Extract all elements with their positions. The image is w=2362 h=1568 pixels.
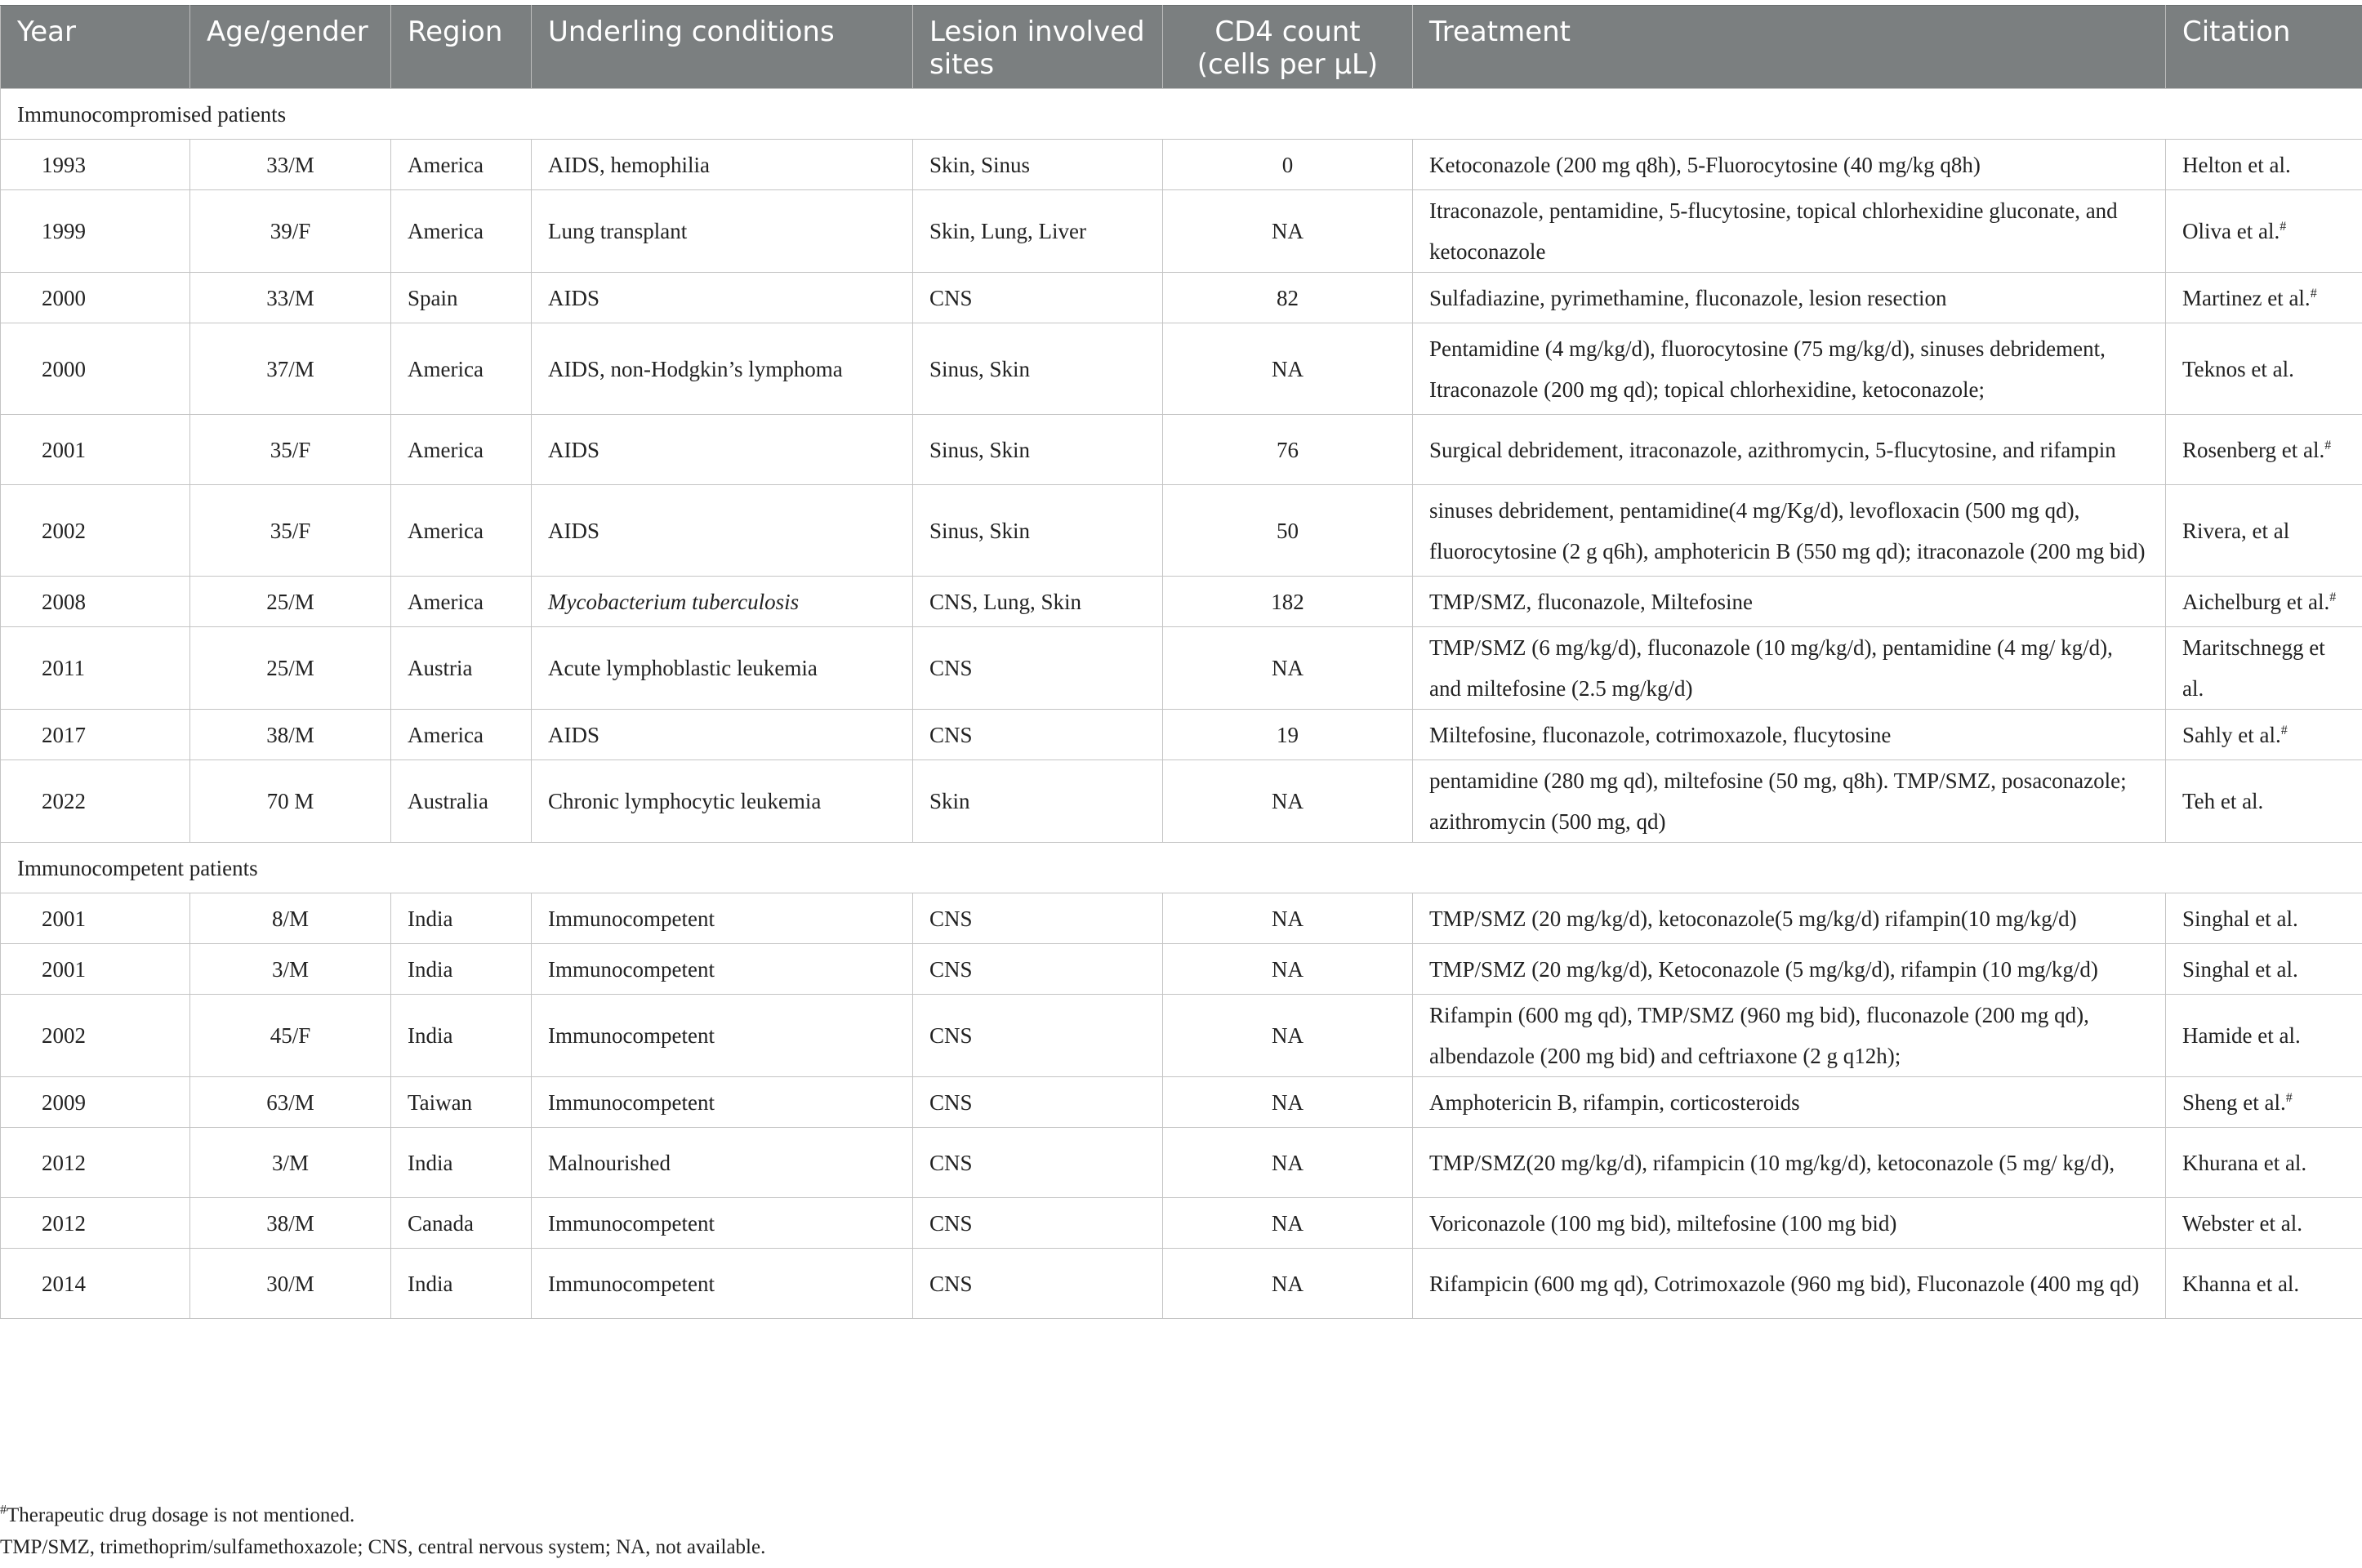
table-cell-condition: Lung transplant <box>532 190 913 273</box>
table-cell-sites: Sinus, Skin <box>913 323 1163 415</box>
table-cell-sites: Skin <box>913 760 1163 843</box>
table-cell-sites: CNS <box>913 944 1163 995</box>
table-cell-year: 2022 <box>1 760 190 843</box>
citation-text: Helton et al. <box>2182 152 2291 177</box>
table-cell-region: Australia <box>391 760 532 843</box>
table-row <box>1 893 2362 944</box>
citation-text: Oliva et al. <box>2182 219 2280 243</box>
footnote-abbreviations: TMP/SMZ, trimethoprim/sulfamethoxazole; CNS, central nervous system; NA, not available. <box>0 1536 766 1558</box>
citation-text: Aichelburg et al. <box>2182 589 2330 614</box>
table-cell-citation <box>2166 1198 2362 1249</box>
table-cell-citation <box>2166 944 2362 995</box>
table-cell-year: 2002 <box>1 485 190 577</box>
table-row <box>1 1128 2362 1198</box>
table-cell-region: India <box>391 995 532 1077</box>
citation-text: Khurana et al. <box>2182 1150 2307 1175</box>
table-cell-citation <box>2166 140 2362 190</box>
table-cell-treatment: TMP/SMZ (20 mg/kg/d), ketoconazole(5 mg/kg/d) rifampin(10 mg/kg/d) <box>1413 893 2166 944</box>
table-cell-treatment: TMP/SMZ, fluconazole, Miltefosine <box>1413 577 2166 627</box>
table-cell-condition: Malnourished <box>532 1128 913 1198</box>
table-row <box>1 1077 2362 1128</box>
table-cell-cd4: 82 <box>1163 273 1413 323</box>
table-cell-sites: CNS <box>913 273 1163 323</box>
case-table <box>0 5 2362 1319</box>
table-row <box>1 1249 2362 1319</box>
table-cell-year: 2002 <box>1 995 190 1077</box>
table-cell-condition: AIDS <box>532 710 913 760</box>
table-cell-cd4: 19 <box>1163 710 1413 760</box>
table-row <box>1 627 2362 710</box>
table-cell-citation <box>2166 577 2362 627</box>
col-header-treatment: Treatment <box>1413 6 2166 89</box>
table-cell-treatment: sinuses debridement, pentamidine(4 mg/Kg/d), levofloxacin (500 mg qd), fluorocytosine (2 g q6h), amphotericin B (550 mg qd); itraconazole (200 mg bid) <box>1413 485 2166 577</box>
table-row <box>1 140 2362 190</box>
table-cell-citation <box>2166 190 2362 273</box>
table-cell-region: America <box>391 323 532 415</box>
citation-text: Teknos et al. <box>2182 356 2294 381</box>
table-cell-citation <box>2166 323 2362 415</box>
table-cell-age-gender: 30/M <box>190 1249 391 1319</box>
table-cell-sites: CNS <box>913 893 1163 944</box>
table-row <box>1 485 2362 577</box>
table-cell-age-gender: 63/M <box>190 1077 391 1128</box>
table-cell-treatment: Itraconazole, pentamidine, 5-flucytosine, topical chlorhexidine gluconate, and ketoconazole <box>1413 190 2166 273</box>
table-cell-cd4: NA <box>1163 944 1413 995</box>
table-cell-year: 2012 <box>1 1128 190 1198</box>
table-cell-age-gender: 38/M <box>190 1198 391 1249</box>
footnote-mark: # <box>2280 220 2287 234</box>
table-row <box>1 1198 2362 1249</box>
condition-italic: Mycobacterium tuberculosis <box>548 589 800 614</box>
table-row <box>1 995 2362 1077</box>
table-cell-treatment: Surgical debridement, itraconazole, azithromycin, 5-flucytosine, and rifampin <box>1413 415 2166 485</box>
table-cell-year: 2000 <box>1 273 190 323</box>
table-row <box>1 944 2362 995</box>
footnote-mark: # <box>2329 590 2337 604</box>
table-cell-condition: AIDS <box>532 273 913 323</box>
table-cell-condition <box>532 577 913 627</box>
table-cell-treatment: Rifampin (600 mg qd), TMP/SMZ (960 mg bid), fluconazole (200 mg qd), albendazole (200 mg bid) and ceftriaxone (2 g q12h); <box>1413 995 2166 1077</box>
table-cell-cd4: NA <box>1163 1128 1413 1198</box>
table-cell-age-gender: 8/M <box>190 893 391 944</box>
table-cell-cd4: NA <box>1163 893 1413 944</box>
table-cell-cd4: NA <box>1163 323 1413 415</box>
col-header-age-gender: Age/gender <box>190 6 391 89</box>
table-cell-region: America <box>391 710 532 760</box>
table-cell-sites: CNS <box>913 995 1163 1077</box>
table-cell-citation <box>2166 1128 2362 1198</box>
table-cell-cd4: 76 <box>1163 415 1413 485</box>
table-cell-age-gender: 70 M <box>190 760 391 843</box>
table-cell-year: 2008 <box>1 577 190 627</box>
table-cell-treatment: TMP/SMZ(20 mg/kg/d), rifampicin (10 mg/kg/d), ketoconazole (5 mg/ kg/d), <box>1413 1128 2166 1198</box>
footnote-mark: # <box>2324 438 2332 452</box>
table-cell-age-gender: 33/M <box>190 140 391 190</box>
table-cell-cd4: NA <box>1163 627 1413 710</box>
table-cell-region: America <box>391 577 532 627</box>
table-cell-citation <box>2166 1249 2362 1319</box>
table-cell-condition: Immunocompetent <box>532 1249 913 1319</box>
footnote-mark: # <box>2285 1090 2293 1105</box>
citation-text: Rosenberg et al. <box>2182 437 2325 462</box>
table-cell-treatment: Ketoconazole (200 mg q8h), 5-Fluorocytosine (40 mg/kg q8h) <box>1413 140 2166 190</box>
table-cell-year: 1993 <box>1 140 190 190</box>
table-cell-age-gender: 45/F <box>190 995 391 1077</box>
table-cell-region: America <box>391 415 532 485</box>
table-cell-region: Taiwan <box>391 1077 532 1128</box>
citation-text: Singhal et al. <box>2182 906 2298 931</box>
footnote-mark: # <box>2280 723 2288 737</box>
table-cell-region: America <box>391 485 532 577</box>
table-cell-cd4: NA <box>1163 190 1413 273</box>
table-cell-citation <box>2166 760 2362 843</box>
table-cell-treatment: TMP/SMZ (20 mg/kg/d), Ketoconazole (5 mg/kg/d), rifampin (10 mg/kg/d) <box>1413 944 2166 995</box>
table-cell-age-gender: 35/F <box>190 485 391 577</box>
citation-text: Webster et al. <box>2182 1210 2303 1236</box>
table-cell-year: 2001 <box>1 944 190 995</box>
table-cell-citation <box>2166 893 2362 944</box>
table-cell-region: America <box>391 140 532 190</box>
table-cell-year: 2001 <box>1 415 190 485</box>
table-cell-year: 2014 <box>1 1249 190 1319</box>
table-cell-cd4: NA <box>1163 1249 1413 1319</box>
table-cell-condition: AIDS <box>532 415 913 485</box>
table-cell-sites: CNS <box>913 1077 1163 1128</box>
table-cell-condition: Immunocompetent <box>532 995 913 1077</box>
table-cell-year: 2001 <box>1 893 190 944</box>
table-cell-year: 1999 <box>1 190 190 273</box>
citation-text: Khanna et al. <box>2182 1271 2300 1296</box>
citation-text: Teh et al. <box>2182 789 2264 813</box>
table-cell-treatment: Rifampicin (600 mg qd), Cotrimoxazole (960 mg bid), Fluconazole (400 mg qd) <box>1413 1249 2166 1319</box>
table-cell-condition: Chronic lymphocytic leukemia <box>532 760 913 843</box>
header-row <box>1 6 2362 89</box>
col-header-conditions: Underling conditions <box>532 6 913 89</box>
table-row <box>1 323 2362 415</box>
citation-text: Martinez et al. <box>2182 285 2311 310</box>
citation-text: Sahly et al. <box>2182 722 2281 747</box>
table-cell-cd4: 50 <box>1163 485 1413 577</box>
table-cell-cd4: 182 <box>1163 577 1413 627</box>
col-header-year: Year <box>1 6 190 89</box>
table-cell-condition: Immunocompetent <box>532 893 913 944</box>
table-cell-treatment: Pentamidine (4 mg/kg/d), fluorocytosine (75 mg/kg/d), sinuses debridement, Itraconazole (200 mg qd); topical chlorhexidine, ketoconazole; <box>1413 323 2166 415</box>
table-cell-age-gender: 25/M <box>190 627 391 710</box>
table-cell-condition: AIDS <box>532 485 913 577</box>
citation-text: Maritschnegg et al. <box>2182 635 2325 701</box>
table-row <box>1 415 2362 485</box>
table-cell-condition: Immunocompetent <box>532 1198 913 1249</box>
footnote-dosage-text: Therapeutic drug dosage is not mentioned. <box>7 1504 355 1526</box>
table-cell-condition: AIDS, hemophilia <box>532 140 913 190</box>
table-cell-year: 2011 <box>1 627 190 710</box>
footnote-mark: # <box>0 1503 7 1517</box>
table-cell-region: India <box>391 1249 532 1319</box>
table-cell-condition: Immunocompetent <box>532 944 913 995</box>
table-cell-sites: CNS <box>913 1198 1163 1249</box>
table-row <box>1 190 2362 273</box>
table-cell-treatment: Amphotericin B, rifampin, corticosteroids <box>1413 1077 2166 1128</box>
table-row <box>1 760 2362 843</box>
citation-text: Rivera, et al <box>2182 518 2290 543</box>
table-cell-citation <box>2166 415 2362 485</box>
table-cell-year: 2012 <box>1 1198 190 1249</box>
col-header-cd4: CD4 count (cells per µL) <box>1163 6 1413 89</box>
table-cell-region: India <box>391 1128 532 1198</box>
table-cell-age-gender: 33/M <box>190 273 391 323</box>
table-row <box>1 577 2362 627</box>
table-cell-sites: CNS, Lung, Skin <box>913 577 1163 627</box>
section-title: Immunocompromised patients <box>1 89 2362 140</box>
table-cell-citation <box>2166 1077 2362 1128</box>
table-cell-citation <box>2166 710 2362 760</box>
table-cell-age-gender: 37/M <box>190 323 391 415</box>
table-cell-treatment: TMP/SMZ (6 mg/kg/d), fluconazole (10 mg/kg/d), pentamidine (4 mg/ kg/d), and miltefosine (2.5 mg/kg/d) <box>1413 627 2166 710</box>
col-header-citation: Citation <box>2166 6 2362 89</box>
table-cell-sites: Skin, Lung, Liver <box>913 190 1163 273</box>
table-cell-condition: Immunocompetent <box>532 1077 913 1128</box>
table-cell-region: Canada <box>391 1198 532 1249</box>
table-cell-sites: Skin, Sinus <box>913 140 1163 190</box>
table-cell-cd4: NA <box>1163 995 1413 1077</box>
table-cell-region: Austria <box>391 627 532 710</box>
table-cell-cd4: NA <box>1163 760 1413 843</box>
citation-text: Hamide et al. <box>2182 1023 2301 1048</box>
table-cell-age-gender: 35/F <box>190 415 391 485</box>
section-row <box>1 89 2362 140</box>
citation-text: Singhal et al. <box>2182 956 2298 982</box>
table-cell-year: 2000 <box>1 323 190 415</box>
table-cell-condition: Acute lymphoblastic leukemia <box>532 627 913 710</box>
table-row <box>1 710 2362 760</box>
table-cell-treatment: Voriconazole (100 mg bid), miltefosine (100 mg bid) <box>1413 1198 2166 1249</box>
table-cell-treatment: Sulfadiazine, pyrimethamine, fluconazole, lesion resection <box>1413 273 2166 323</box>
citation-text: Sheng et al. <box>2182 1089 2286 1115</box>
table-cell-sites: CNS <box>913 627 1163 710</box>
table-cell-sites: Sinus, Skin <box>913 485 1163 577</box>
table-cell-age-gender: 39/F <box>190 190 391 273</box>
table-cell-citation <box>2166 485 2362 577</box>
table-cell-age-gender: 25/M <box>190 577 391 627</box>
table-cell-cd4: 0 <box>1163 140 1413 190</box>
table-cell-year: 2017 <box>1 710 190 760</box>
col-header-region: Region <box>391 6 532 89</box>
table-cell-age-gender: 3/M <box>190 944 391 995</box>
table-cell-region: India <box>391 893 532 944</box>
table-cell-citation <box>2166 273 2362 323</box>
table-cell-cd4: NA <box>1163 1077 1413 1128</box>
table-body <box>1 89 2362 1319</box>
table-cell-citation <box>2166 627 2362 710</box>
section-row <box>1 843 2362 893</box>
table-cell-cd4: NA <box>1163 1198 1413 1249</box>
table-cell-treatment: Miltefosine, fluconazole, cotrimoxazole, flucytosine <box>1413 710 2166 760</box>
table-cell-region: India <box>391 944 532 995</box>
table-cell-condition: AIDS, non-Hodgkin’s lymphoma <box>532 323 913 415</box>
table-cell-sites: CNS <box>913 1249 1163 1319</box>
table-cell-region: America <box>391 190 532 273</box>
footnote-dosage <box>0 1503 354 1528</box>
table-cell-citation <box>2166 995 2362 1077</box>
table-cell-sites: CNS <box>913 1128 1163 1198</box>
section-title: Immunocompetent patients <box>1 843 2362 893</box>
table-cell-age-gender: 3/M <box>190 1128 391 1198</box>
table-cell-sites: Sinus, Skin <box>913 415 1163 485</box>
table-row <box>1 273 2362 323</box>
table-cell-year: 2009 <box>1 1077 190 1128</box>
table-cell-sites: CNS <box>913 710 1163 760</box>
table-cell-region: Spain <box>391 273 532 323</box>
table-cell-treatment: pentamidine (280 mg qd), miltefosine (50 mg, q8h). TMP/SMZ, posaconazole; azithromycin (500 mg, qd) <box>1413 760 2166 843</box>
table-cell-age-gender: 38/M <box>190 710 391 760</box>
footnote-mark: # <box>2310 286 2317 301</box>
col-header-sites: Lesion involved sites <box>913 6 1163 89</box>
